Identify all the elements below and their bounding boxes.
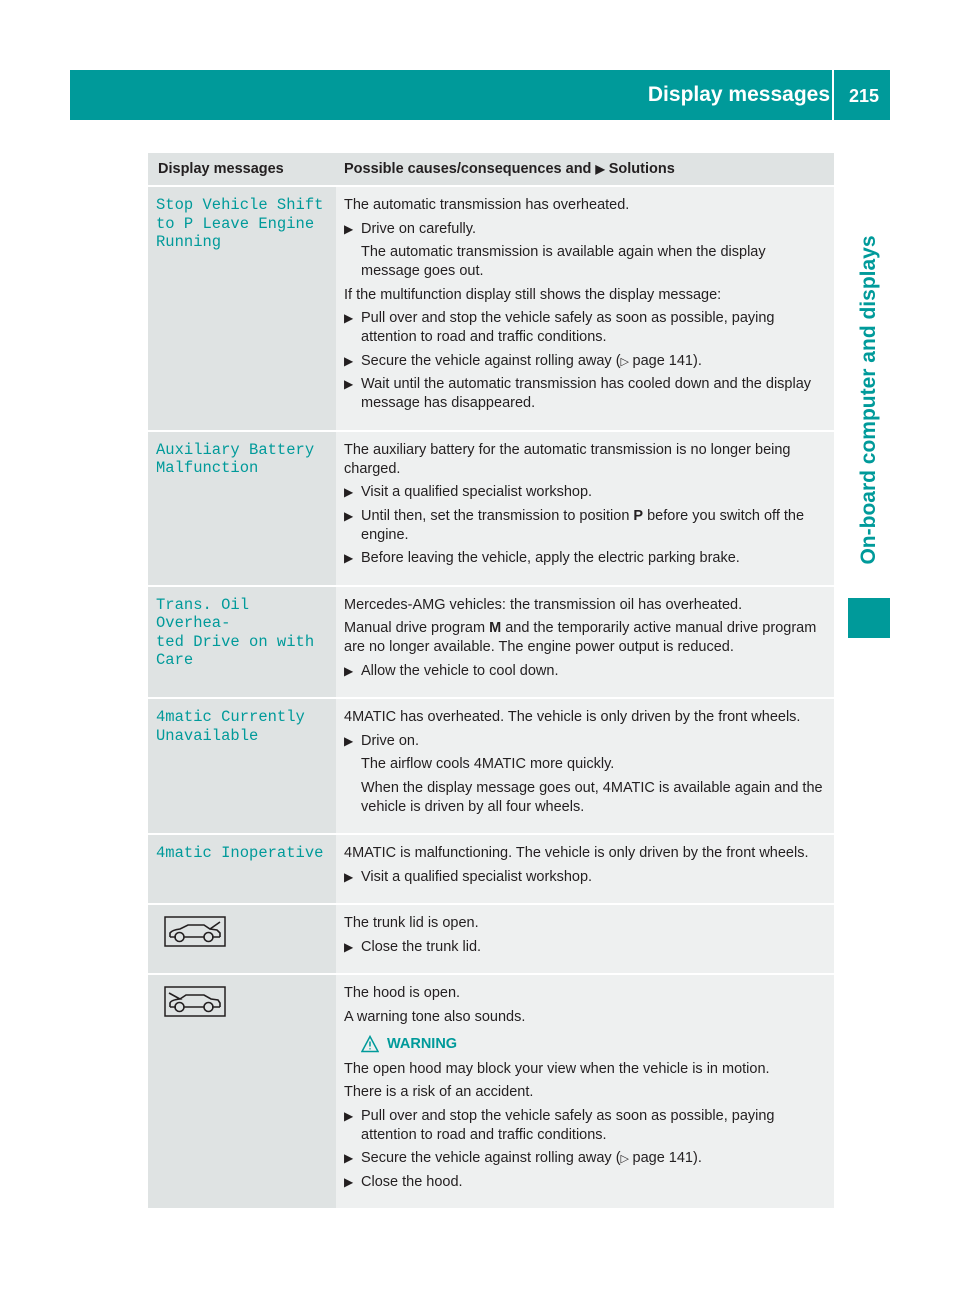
bullet-arrow-icon: ▶: [344, 311, 354, 325]
page-ref-text: page 141: [632, 352, 693, 369]
instruction-text: Drive on carefully.: [361, 220, 476, 237]
paragraph: [344, 619, 828, 657]
instruction-text: Visit a qualified specialist workshop.: [361, 868, 593, 885]
table-row: [148, 698, 834, 834]
message-cell: [148, 431, 336, 586]
display-messages-table: [148, 153, 834, 1210]
page-number: 215: [848, 86, 880, 106]
message-cell: [148, 186, 336, 431]
result-text: When the display message goes out, 4MATIC is available again and the vehicle is driven by all four wheels.: [361, 779, 823, 815]
paragraph: The open hood may block your view when the vehicle is in motion.: [344, 1060, 770, 1077]
paragraph: There is a risk of an accident.: [344, 1084, 534, 1100]
instruction-text: ).: [692, 1150, 702, 1166]
instruction-text: Drive on.: [361, 732, 420, 749]
column-header-text: Possible causes/consequences and: [344, 161, 592, 177]
message-cell: [148, 698, 336, 834]
page-reference-link[interactable]: [621, 1150, 693, 1166]
header-divider: [832, 70, 834, 120]
paragraph: The auxiliary battery for the automatic transmission is no longer being charged.: [344, 441, 791, 477]
instruction-step: [344, 220, 828, 239]
solution-cell: [336, 586, 834, 699]
instruction-step: [344, 1107, 828, 1145]
result-text: The airflow cools 4MATIC more quickly.: [361, 756, 615, 772]
table-row: [148, 904, 834, 974]
instruction-step: [344, 309, 828, 347]
warning-triangle-icon: [361, 1035, 379, 1053]
display-message-text: 4matic Currently Unavailable: [156, 708, 305, 745]
instruction-step: [344, 732, 828, 751]
instruction-step: [344, 662, 828, 681]
table-header-row: [148, 153, 834, 186]
instruction-step: [344, 1149, 828, 1168]
display-message-text: Stop Vehicle Shift to P Leave Engine Running: [156, 196, 324, 251]
page-ref-text: page 141: [632, 1150, 693, 1166]
message-cell: [148, 974, 336, 1209]
instruction-text: ).: [692, 352, 702, 369]
paragraph: Mercedes-AMG vehicles: the transmission oil has overheated.: [344, 596, 743, 613]
column-header-solutions-text: Solutions: [608, 161, 675, 177]
paragraph-bold: M: [489, 620, 502, 636]
instruction-text: Visit a qualified specialist workshop.: [361, 484, 593, 500]
bullet-arrow-icon: ▶: [344, 663, 354, 678]
paragraph: If the multifunction display still shows the display message:: [344, 286, 722, 303]
column-header-solutions: [336, 153, 834, 186]
message-cell: [148, 586, 336, 699]
instruction-step: [344, 507, 828, 545]
bullet-arrow-icon: ▶: [344, 1174, 354, 1189]
bullet-arrow-icon: ▶: [344, 869, 354, 884]
instruction-text: Allow the vehicle to cool down.: [361, 662, 559, 679]
instruction-text: Close the trunk lid.: [361, 938, 482, 955]
bullet-arrow-icon: ▶: [344, 551, 354, 565]
instruction-bold: P: [633, 507, 644, 524]
paragraph: The trunk lid is open.: [344, 915, 479, 931]
warning-heading: [344, 1035, 828, 1054]
chapter-tab-label: On-board computer and displays: [857, 235, 880, 565]
instruction-text: Before leaving the vehicle, apply the electric parking brake.: [361, 550, 740, 566]
instruction-step: [344, 938, 828, 957]
solution-cell: [336, 186, 834, 431]
solution-cell: [336, 431, 834, 586]
paragraph-text: Manual drive program: [344, 620, 490, 636]
page-reference-link[interactable]: [621, 353, 693, 369]
instruction-step: [344, 352, 828, 371]
warning-label: WARNING: [387, 1035, 458, 1052]
instruction-step: [344, 375, 828, 413]
display-message-text: Trans. Oil Overhea‐ ted Drive on with Care: [156, 595, 315, 669]
instruction-step: [344, 549, 828, 568]
hood-open-icon: [164, 986, 226, 1017]
instruction-text: Until then, set the transmission to position: [361, 507, 634, 524]
section-title: Display messages: [647, 83, 830, 106]
message-cell: [148, 834, 336, 904]
bullet-arrow-icon: ▶: [344, 353, 354, 368]
instruction-step: [344, 868, 828, 887]
instruction-text: Secure the vehicle against rolling away (: [361, 352, 621, 369]
instruction-text: Close the hood.: [361, 1173, 463, 1190]
solution-cell: [336, 904, 834, 974]
table-row: [148, 586, 834, 699]
table-row: [148, 974, 834, 1209]
page-header: [70, 70, 890, 120]
bullet-arrow-icon: ▶: [344, 733, 354, 748]
solution-cell: [336, 698, 834, 834]
bullet-arrow-icon: ▶: [344, 485, 354, 499]
message-cell: [148, 904, 336, 974]
table-row: [148, 834, 834, 904]
bullet-arrow-icon: ▶: [344, 1108, 354, 1123]
bullet-arrow-icon: ▶: [595, 162, 605, 176]
solution-cell: [336, 834, 834, 904]
bullet-arrow-icon: ▶: [344, 508, 354, 523]
page-ref-arrow-icon: ▷: [620, 1152, 633, 1165]
paragraph: A warning tone also sounds.: [344, 1008, 526, 1025]
paragraph: The automatic transmission has overheated.: [344, 197, 630, 213]
bullet-arrow-icon: ▶: [344, 377, 354, 391]
table-row: [148, 186, 834, 431]
instruction-text: Pull over and stop the vehicle safely as soon as possible, paying attention to road and traffic conditions.: [361, 1107, 775, 1143]
paragraph: 4MATIC is malfunctioning. The vehicle is only driven by the front wheels.: [344, 845, 809, 861]
display-message-text: 4matic Inoperative: [156, 844, 324, 862]
instruction-text: Wait until the automatic transmission has cooled down and the display message has disappeared.: [361, 376, 812, 411]
paragraph: 4MATIC has overheated. The vehicle is only driven by the front wheels.: [344, 709, 801, 725]
bullet-arrow-icon: ▶: [344, 1151, 354, 1165]
solution-cell: [336, 974, 834, 1209]
instruction-step: [344, 1173, 828, 1192]
trunk-open-icon: [164, 916, 226, 947]
column-header-messages: Display messages: [148, 153, 336, 186]
table-row: [148, 431, 834, 586]
chapter-tab: [848, 200, 890, 600]
page-ref-arrow-icon: ▷: [620, 354, 633, 368]
paragraph: The hood is open.: [344, 985, 461, 1001]
bullet-arrow-icon: ▶: [344, 939, 354, 954]
instruction-text: Pull over and stop the vehicle safely as soon as possible, paying attention to road and traffic conditions.: [361, 310, 775, 345]
display-message-text: Auxiliary Battery Malfunction: [156, 440, 315, 477]
chapter-marker: [848, 598, 890, 638]
bullet-arrow-icon: ▶: [344, 221, 354, 236]
result-text: The automatic transmission is available again when the display message goes out.: [361, 244, 766, 279]
instruction-text: before you switch off the engine.: [361, 507, 805, 543]
instruction-step: [344, 483, 828, 502]
paragraph-text: and the temporarily active manual drive program are no longer available. The engine power output is reduced.: [344, 620, 817, 655]
instruction-text: Secure the vehicle against rolling away (: [361, 1150, 621, 1166]
